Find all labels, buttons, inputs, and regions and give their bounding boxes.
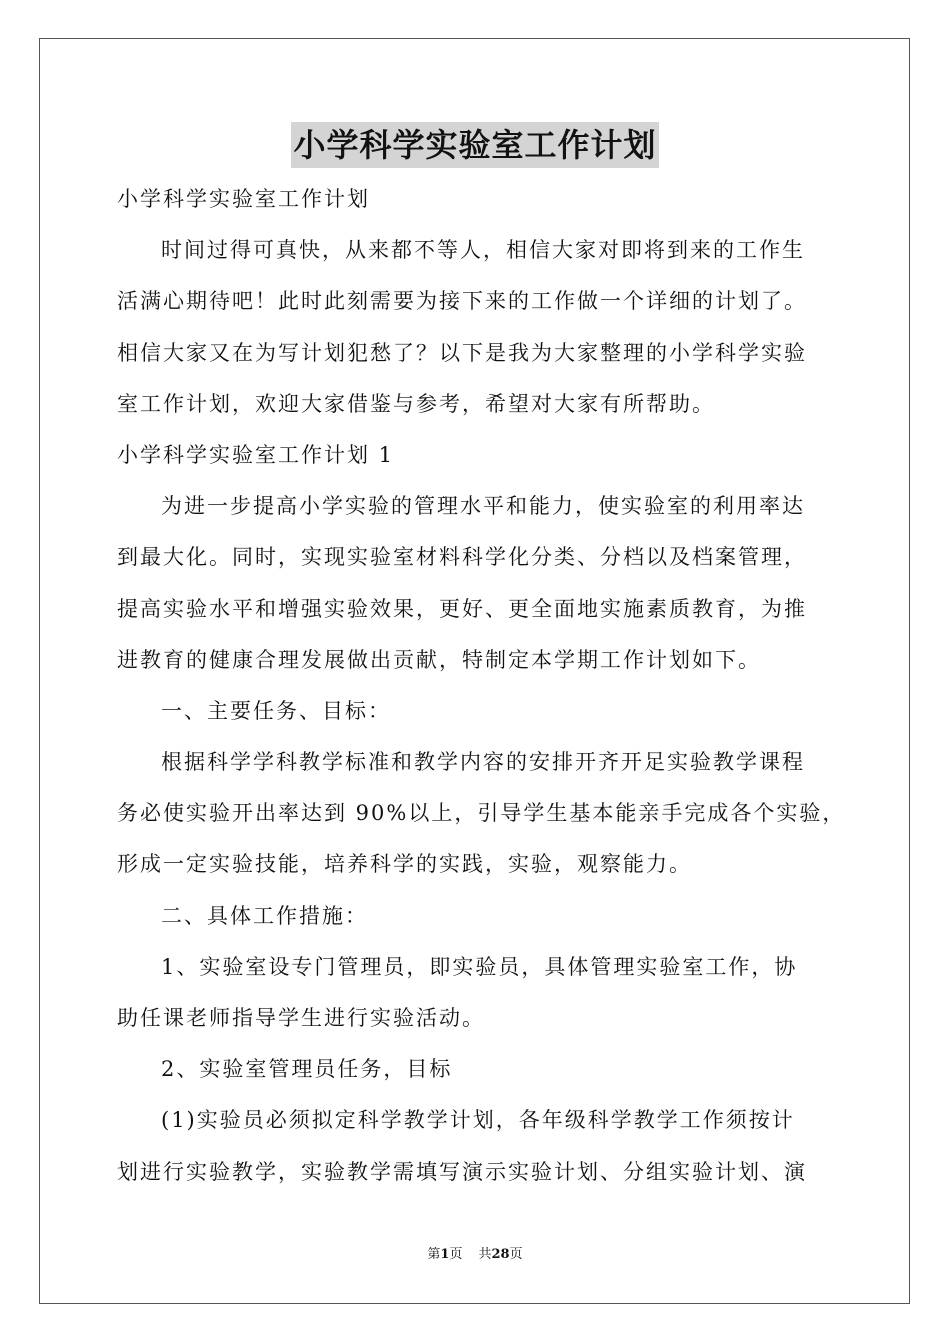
text-line: 二、具体工作措施： (161, 903, 368, 928)
text-line: 室工作计划，欢迎大家借鉴与参考，希望对大家有所帮助。 (117, 391, 715, 416)
text-line: 2、实验室管理员任务，目标 (161, 1057, 453, 1082)
text-line: 划进行实验教学，实验教学需填写演示实验计划、分组实验计划、演 (117, 1159, 807, 1184)
page-footer (0, 1245, 950, 1265)
text-line: 时间过得可真快，从来都不等人，相信大家对即将到来的工作生 (161, 238, 805, 263)
text-line: 进教育的健康合理发展做出贡献，特制定本学期工作计划如下。 (117, 647, 761, 672)
text-line: 1、实验室设专门管理员，即实验员，具体管理实验室工作，协 (161, 954, 798, 979)
text-line: 为进一步提高小学实验的管理水平和能力，使实验室的利用率达 (161, 494, 805, 519)
text-line: 活满心期待吧！此时此刻需要为接下来的工作做一个详细的计划了。 (117, 289, 807, 314)
footer-total-suffix: 页 (509, 1247, 523, 1262)
text-line: 根据科学学科教学标准和教学内容的安排开齐开足实验教学课程 (161, 750, 805, 775)
footer-page-suffix: 页 (449, 1247, 463, 1262)
footer-total-pages: 28 (491, 1247, 510, 1262)
text-line: 小学科学实验室工作计划 1 (117, 442, 395, 467)
text-line: 形成一定实验技能，培养科学的实践，实验，观察能力。 (117, 852, 692, 877)
text-line: 提高实验水平和增强实验效果，更好、更全面地实施素质教育，为推 (117, 596, 807, 621)
text-line: (1)实验员必须拟定科学教学计划，各年级科学教学工作须按计 (161, 1108, 795, 1133)
text-line: 一、主要任务、目标： (161, 698, 391, 723)
document-body (117, 174, 846, 1198)
footer-current-page: 1 (440, 1247, 450, 1262)
text-line: 助任课老师指导学生进行实验活动。 (117, 1006, 485, 1030)
text-line: 相信大家又在为写计划犯愁了？以下是我为大家整理的小学科学实验 (117, 340, 807, 365)
title-container (0, 122, 950, 168)
document-title: 小学科学实验室工作计划 (291, 122, 658, 168)
footer-page-prefix: 第 (427, 1247, 441, 1262)
text-line: 务必使实验开出率达到 90%以上，引导学生基本能亲手完成各个实验， (117, 801, 846, 826)
text-line: 小学科学实验室工作计划 (117, 187, 370, 211)
text-line: 到最大化。同时，实现实验室材料科学化分类、分档以及档案管理， (117, 545, 807, 570)
footer-total-prefix: 共 (478, 1247, 492, 1262)
